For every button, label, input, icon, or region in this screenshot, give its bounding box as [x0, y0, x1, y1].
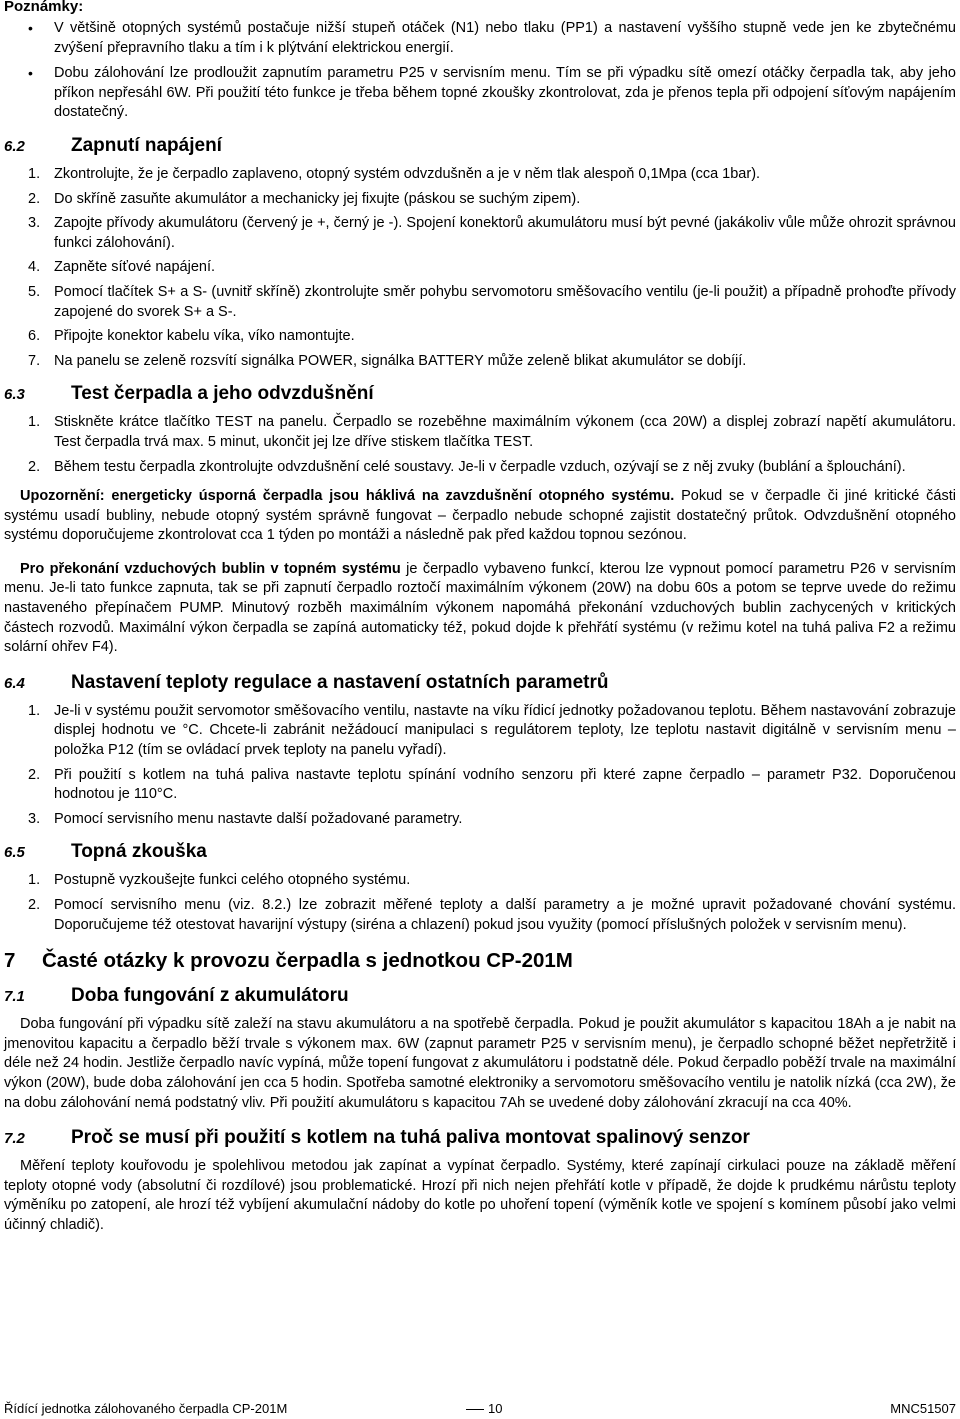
- step-item: [4, 258, 956, 278]
- step-number: 1.: [28, 702, 41, 719]
- section-6-5-steps: [4, 871, 956, 935]
- notes-title: Poznámky:: [4, 0, 84, 15]
- step-number: 2.: [28, 190, 41, 207]
- section-title: Proč se musí při použití s kotlem na tuhá paliva montovat spalinový senzor: [71, 1127, 750, 1149]
- section-6-5-heading: [4, 841, 956, 864]
- step-text: Na panelu se zeleně rozsvítí signálka POWER, signálka BATTERY může zeleně blikat akumulátor se dobíjí.: [54, 352, 747, 369]
- notes-list: [4, 19, 956, 123]
- footer-document-title: Řídící jednotka zálohovaného čerpadla CP-201M: [4, 1401, 288, 1416]
- section-6-3-heading: [4, 383, 956, 406]
- step-number: 3.: [28, 215, 41, 232]
- step-item: [4, 702, 956, 761]
- step-text: Během testu čerpadla zkontrolujte odvzdušnění celé soustavy. Je-li v čerpadle vzduch, ozývají se z něj zvuky (bublání a šplouchání).: [54, 458, 906, 475]
- bubbles-text: je čerpadlo vybaveno funkcí, kterou lze vypnout pomocí parametru P26 v servisním menu. Je-li tato funkce zapnuta, tak se při zapnutí čerpadlo roztočí maximálním výkonem (20W) na dobu 60s a potom se teprve uvede do režimu nastaveného přepínačem PUMP. Minutový rozběh maximálním výkonem napomáhá překonání vzduchových bublin zachycených v kritických částech rozvodů. Maximální výkon čerpadla se zapíná automaticky též, pokud dojde k přehřátí systému (v režimu kotel na tuhá paliva F2 a režimu solární ohřev F4).: [4, 560, 956, 656]
- step-number: 5.: [28, 283, 41, 300]
- step-item: [4, 766, 956, 805]
- step-text: Zkontrolujte, že je čerpadlo zaplaveno, otopný systém odvzdušněn a je v něm tlak alespoň 0,1Mpa (cca 1bar).: [54, 165, 761, 182]
- section-6-2-heading: [4, 135, 956, 158]
- page-footer: [4, 1399, 956, 1419]
- bubbles-paragraph: [4, 560, 956, 658]
- step-number: 6.: [28, 328, 41, 345]
- step-item: [4, 413, 956, 452]
- notes-bullet: • V většině otopných systémů postačuje nižší stupeň otáček (N1) nebo tlaku (PP1) a nastavení vyššího stupně vede jen ke zbytečnému zvýšení přepravního tlaku a tím i k plýtvání elektrickou energií.: [4, 19, 956, 58]
- section-7-1-heading: [4, 985, 956, 1008]
- step-item: [4, 458, 956, 478]
- step-item: [4, 214, 956, 253]
- notes-bullet: • Dobu zálohování lze prodloužit zapnutím parametru P25 v servisním menu. Tím se při výpadku sítě omezí otáčky čerpadla tak, aby jeho příkon nepřesáhl 6W. Při použití této funkce je třeba během topné zkoušky zkontrolovat, zda je přenos tepla při odpojení síťovým napájením dostatečný.: [4, 64, 956, 123]
- step-number: 1.: [28, 165, 41, 182]
- step-number: 2.: [28, 766, 41, 783]
- section-number: 7.1: [4, 988, 25, 1006]
- section-title: Nastavení teploty regulace a nastavení ostatních parametrů: [71, 671, 609, 693]
- warning-bold-lead: Upozornění: energeticky úsporná čerpadla jsou háklivá na zavzdušnění otopného systému.: [20, 488, 675, 505]
- step-item: [4, 810, 956, 830]
- step-item: [4, 165, 956, 185]
- section-6-4-heading: [4, 672, 956, 695]
- step-number: 7.: [28, 352, 41, 369]
- step-item: [4, 352, 956, 372]
- step-text: Zapněte síťové napájení.: [54, 259, 216, 276]
- section-7-1-text: Doba fungování při výpadku sítě zaleží na stavu akumulátoru a na spotřebě čerpadla. Pokud je použit akumulátor s kapacitou 18Ah a je nabit na jmenovitou kapacitu a čerpadlo běží trvale s výkonem max. 6W (zapnut parametr P25 v servisním menu), je čerpadlo schopné běžet nepřetržitě i déle než 24 hodin. Jestliže čerpadlo navíc vypíná, může topení fungovat z akumulátoru i podstatně déle. Pokud čerpadlo poběží trvale na maximální výkon (20W), bude doba zálohování jen cca 5 hodin. Spotřeba samotné elektroniky a servomotoru směšovacího ventilu je natolik nízká (cca 2W), že na dobu zálohování nemá podstatný vliv. Při použití akumulátoru s kapacitou 7Ah se uvedené doby zálohování zkracují na cca 40%.: [4, 1016, 956, 1111]
- section-7-2-heading: [4, 1127, 956, 1150]
- section-6-2-steps: [4, 165, 956, 371]
- step-item: [4, 190, 956, 210]
- step-number: 1.: [28, 872, 41, 889]
- step-number: 4.: [28, 259, 41, 276]
- step-item: [4, 327, 956, 347]
- step-number: 1.: [28, 414, 41, 431]
- step-item: [4, 871, 956, 891]
- section-number: 6.4: [4, 674, 25, 692]
- step-item: [4, 283, 956, 322]
- step-text: Zapojte přívody akumulátoru (červený je +, černý je -). Spojení konektorů akumulátoru musí být pevné (jakákoliv vůle může ohrozit správnou funkci zálohování).: [54, 215, 956, 251]
- step-number: 2.: [28, 458, 41, 475]
- step-text: Pomocí servisního menu nastavte další požadované parametry.: [54, 810, 463, 827]
- step-number: 2.: [28, 897, 41, 913]
- section-number: 6.3: [4, 386, 25, 404]
- warning-paragraph: [4, 487, 956, 546]
- step-text: Do skříně zasuňte akumulátor a mechanicky jej fixujte (páskou se suchým zipem).: [54, 190, 581, 207]
- step-text: Postupně vyzkoušejte funkci celého otopného systému.: [54, 872, 411, 889]
- section-number: 7.2: [4, 1130, 25, 1148]
- step-text: Je-li v systému použit servomotor směšovacího ventilu, nastavte na víku řídicí jednotky požadovanou teplotu. Během nastavování zobrazuje displej hodnotu ve °C. Chcete-li zabránit nežádoucí manipulaci s regulátorem teploty, lze teplotu nastavit digitálně v servisním menu – položka P12 (tím se ovládací prvek teploty na panelu vyřadí).: [54, 702, 956, 759]
- section-title: Zapnutí napájení: [71, 134, 222, 156]
- footer-rule: [466, 1409, 484, 1410]
- section-title: Topná zkouška: [71, 841, 207, 863]
- page-number: 10: [488, 1401, 503, 1416]
- chapter-number: 7: [4, 949, 16, 973]
- section-number: 6.5: [4, 844, 25, 862]
- footer-document-code: MNC51507: [890, 1401, 956, 1416]
- step-text: Pomocí tlačítek S+ a S- (uvnitř skříně) zkontrolujte směr pohybu servomotoru směšovacího ventilu (je-li použit) a případně prohoďte přívody zapojené do svorek S+ a S-.: [54, 283, 956, 320]
- step-number: 3.: [28, 810, 41, 827]
- section-title: Doba fungování z akumulátoru: [71, 985, 349, 1007]
- chapter-7-heading: [4, 949, 956, 973]
- chapter-title: Časté otázky k provozu čerpadla s jednotkou CP-201M: [42, 949, 573, 973]
- step-text: Při použití s kotlem na tuhá paliva nastavte teplotu spínání vodního senzoru při které zapne čerpadlo – parametr P32. Doporučenou hodnotou je 110°C.: [54, 766, 956, 803]
- section-7-2-text: Měření teploty kouřovodu je spolehlivou metodou jak zapínat a vypínat čerpadlo. Systémy, které zapínají cirkulaci pouze na základě měření teploty otopné vody (absolutní či rozdílové) jsou problematické. Hrozí při nich nejen přehřátí kotle v případě, že dojde k prudkému nárůstu teploty výměníku po zatopení, ale hrozí též vybíjení akumulační nádoby do kotle po uhoření topení (výměník kotle ve spojení s komínem působí jako velmi účinný chladič).: [4, 1158, 956, 1233]
- section-number: 6.2: [4, 137, 25, 155]
- bubbles-bold-lead: Pro překonání vzduchových bublin v topném systému: [20, 560, 401, 577]
- step-text: Připojte konektor kabelu víka, víko namontujte.: [54, 328, 355, 345]
- section-title: Test čerpadla a jeho odvzdušnění: [71, 383, 374, 405]
- step-item: [4, 896, 956, 935]
- document-page: [4, 0, 956, 1250]
- warning-text: Pokud se v čerpadle či jiné kritické části systému usadí bubliny, nebude otopný systém správně fungovat – čerpadlo nebude schopné zajistit dostatečný průtok. Odvzdušnění otopného systému doporučujeme zkontrolovat cca 1 týden po montáži a následně pak před každou topnou sezónou.: [4, 488, 956, 544]
- step-text: Pomocí servisního menu (viz. 8.2.) lze zobrazit měřené teploty a další parametry a je možné upravit požadované chování systému. Doporučujeme též otestovat havarijní výstupy (siréna a chlazení) pokud jsou využity (pomocí příslušných položek v servisním menu).: [54, 897, 956, 933]
- footer-page-number: [466, 1399, 502, 1419]
- section-6-4-steps: [4, 702, 956, 830]
- step-text: Stiskněte krátce tlačítko TEST na panelu. Čerpadlo se rozeběhne maximálním výkonem (cca 20W) a displej zobrazí napětí akumulátoru. Test čerpadla trvá max. 5 minut, ukončit jej lze dříve stiskem tlačítka TEST.: [54, 414, 956, 450]
- section-6-3-steps: [4, 413, 956, 477]
